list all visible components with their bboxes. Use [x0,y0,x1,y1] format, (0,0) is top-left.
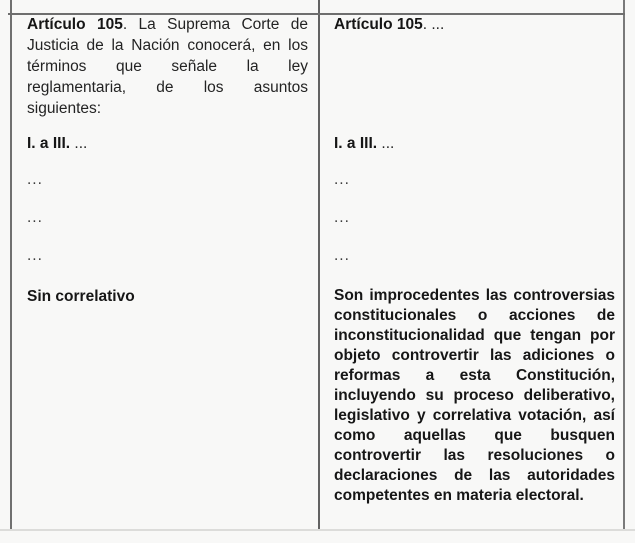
no-correlative-label: Sin correlativo [27,288,135,305]
article-number-label: Artículo 105 [27,16,123,33]
ellipsis-row: ... [27,209,43,226]
fractions-label: I. a III. [27,135,71,152]
table-column-divider [318,0,320,531]
ellipsis-row: ... [334,247,350,264]
fractions-label: I. a III. [334,135,378,152]
table-border-right [623,0,625,531]
article-ellipsis: . ... [422,16,445,33]
reform-paragraph-text: Son improcedentes las controversias constitucionales o acciones de inconstitucionalidad que tengan por objeto controvertir las adiciones o reformas a esta Constitución, incluyendo su proceso deliberativo, legislativo y correlativa votación, así como aquellas que busquen controvertir las resoluciones o declaraciones de las autoridades competentes en materia electoral. [334,287,615,504]
ellipsis-row: ... [334,171,350,188]
page-bottom-edge [0,529,635,531]
article-number-label: Artículo 105 [334,16,423,33]
fractions-ellipsis: ... [70,135,88,152]
article-body-text: . La Suprema Corte de Justicia de la Nación conocerá, en los términos que señale la ley reglamentaria, de los asuntos siguientes: [27,16,308,117]
no-correlative-line [27,286,308,307]
fractions-ellipsis: ... [377,135,395,152]
table-border-left [10,0,12,531]
ellipsis-row: ... [334,209,350,226]
fractions-line [27,133,308,154]
ellipsis-row: ... [27,247,43,264]
article-paragraph [27,14,308,119]
ellipsis-row: ... [27,171,43,188]
article-paragraph [334,14,615,35]
reform-paragraph [334,286,615,506]
fractions-line [334,133,615,154]
